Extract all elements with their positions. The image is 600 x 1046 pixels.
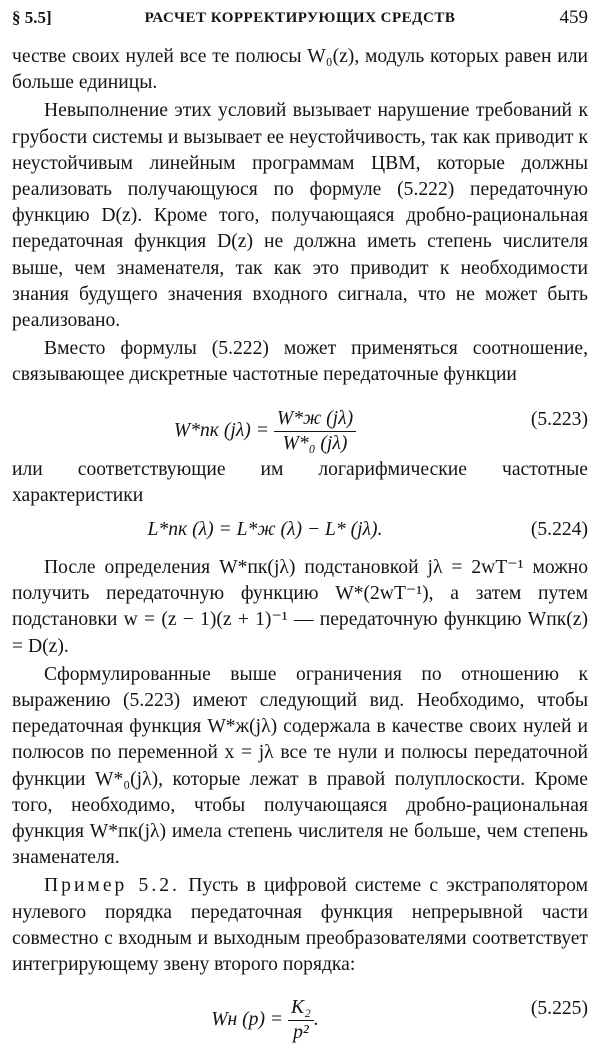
eq-denominator: p² <box>293 1022 309 1044</box>
eq-lhs: Wн (p) = <box>211 1009 284 1031</box>
running-header <box>12 6 588 30</box>
eq-numerator: K₂ <box>288 996 314 1021</box>
equation-number: (5.225) <box>530 998 588 1020</box>
paragraph-1: честве своих нулей все те полюсы W₀(z), модуль которых равен или больше единицы. <box>12 46 588 94</box>
page-body <box>12 44 588 1046</box>
section-marker: § 5.5] <box>12 8 52 27</box>
eq-fraction <box>288 996 314 1045</box>
eq-numerator: W*ж (jλ) <box>274 407 356 432</box>
eq-denominator: W*₀ (jλ) <box>282 432 348 454</box>
paragraph-2: Невыполнение этих условий вызывает нарушение требований к грубости системы и вызывает ее неустойчивость, так как приводит к неустойчивым линейным программам ЦВМ, которые должны реализовать получающуюся по формуле (5.222) передаточную функцию D(z). Кроме того, получающаяся дробно-рациональная передаточная функция D(z) не должна иметь степень числителя выше, чем знаменателя, так как это приводит к необходимости знания будущего значения входного сигнала, что не может быть реализовано. <box>12 100 588 332</box>
example-label: Пример 5.2. <box>44 875 180 897</box>
paragraph-4: или соответствующие им логарифмические частотные характеристики <box>12 458 588 506</box>
paragraph-7 <box>12 873 588 978</box>
paragraph-5: После определения W*пк(jλ) подстановкой jλ = 2wT⁻¹ можно получить передаточную функцию W*(2wT⁻¹), а затем путем подстановки w = (z − 1)(z + 1)⁻¹ — передаточную функцию Wпк(z) = D(z). <box>12 557 588 657</box>
equation-expression <box>12 407 518 456</box>
paragraph-6: Сформулированные выше ограничения по отношению к выражению (5.223) имеют следующий вид. Необходимо, чтобы передаточная функция W*ж(jλ) содержала в качестве своих нулей и полюсов по переменной x = jλ все те нули и полюсы передаточной функции W*₀(jλ), которые лежат в правой полуплоскости. Кроме того, необходимо, чтобы получающаяся дробно-рациональная функция W*пк(jλ) имела степень числителя не больше, чем степень знаменателя. <box>12 663 588 869</box>
paragraph-3: Вместо формулы (5.222) может применяться соотношение, связывающее дискретные частотные передаточные функции <box>12 338 588 386</box>
equation-expression: L*пк (λ) = L*ж (λ) − L* (jλ). <box>147 519 383 541</box>
equation-5-224 <box>12 513 588 549</box>
page-number: 459 <box>559 7 588 28</box>
equation-number: (5.223) <box>530 408 588 430</box>
equation-number: (5.224) <box>530 519 588 541</box>
chapter-title: РАСЧЕТ КОРРЕКТИРУЮЩИХ СРЕДСТВ <box>144 10 456 26</box>
equation-5-223 <box>12 395 588 454</box>
equation-expression <box>12 996 518 1045</box>
eq-fraction <box>274 407 356 456</box>
eq-lhs: W*пк (jλ) = <box>173 419 269 441</box>
equation-5-225 <box>12 984 588 1044</box>
eq-tail: . <box>313 1009 319 1031</box>
example-text: Пусть в цифровой системе с экстраполятором нулевого порядка передаточная функция непрерывной части совместно с входным и выходным преобразователями соответствует интегрирующему звену второго порядка: <box>12 875 589 976</box>
